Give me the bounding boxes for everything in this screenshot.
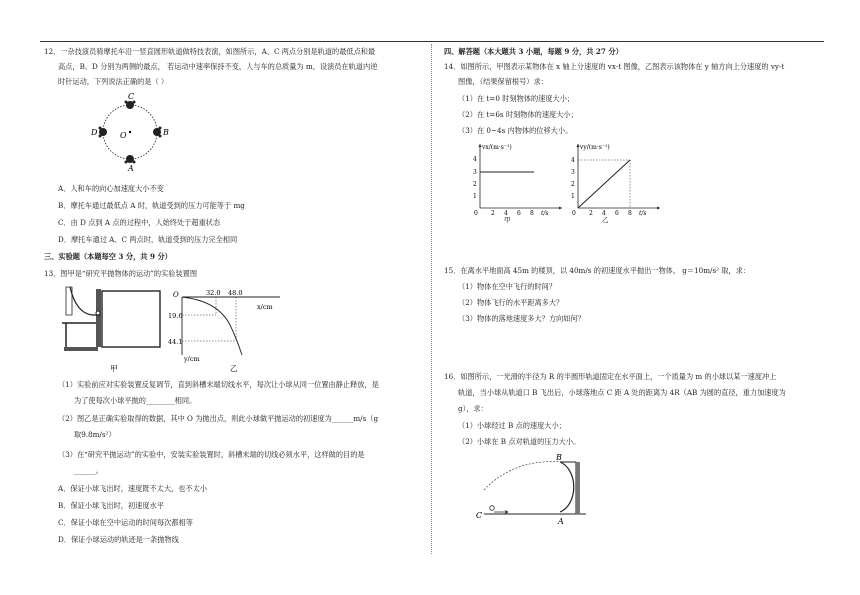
column-divider — [431, 44, 432, 554]
graph1-xtick-6: 6 — [517, 210, 521, 217]
q15-item2: （2）物体飞行的水平距离多大？ — [458, 298, 564, 307]
q13-stem: 13．图甲是“研究平抛物体的运动”的实验装置图 — [44, 269, 198, 278]
q15-item1: （1）物体在空中飞行的时间？ — [458, 282, 557, 291]
q15-item3: （3）物体的落地速度多大？方向如何？ — [458, 314, 585, 323]
label-C: C — [128, 92, 135, 101]
q16-label-B: B — [556, 453, 562, 462]
q12-option-d: D．摩托车通过 A、C 两点时，轨道受到的压力完全相同 — [58, 235, 238, 244]
q16-line1: 16．如图所示，一光滑的半径为 R 的半圆形轨道固定在水平面上，一个质量为 m 的小球以某一速度冲上 — [444, 372, 777, 381]
q13-option-b: B．保证小球飞出时，初速度水平 — [58, 501, 164, 510]
graph2-caption: 乙 — [602, 216, 609, 224]
graph2-ylabel: vy/(m·s⁻¹) — [580, 144, 610, 151]
fig-xaxis: x/cm — [257, 303, 273, 311]
q14-graph-vx — [466, 140, 566, 222]
q12-option-a: A．人和车的向心加速度大小不变 — [58, 184, 164, 193]
graph1-xtick-4: 4 — [504, 210, 508, 217]
graph1-caption: 甲 — [504, 216, 511, 224]
q12-option-b: B．摩托车通过最低点 A 时，轨道受到的压力可能等于 mg — [58, 201, 245, 210]
graph1-origin: 0 — [474, 210, 478, 217]
graph1-xtick-2: 2 — [491, 210, 495, 217]
q14-item2: （2）在 t=6s 时刻物体的速度大小； — [458, 110, 578, 119]
graph1-xlabel: t/s — [541, 210, 549, 217]
fig-x2: 48.0 — [228, 289, 243, 297]
q16-line3: g），求： — [458, 404, 488, 413]
q12-line1: 12．一杂技演员骑摩托车沿一竖直圆形轨道做特技表演，如图所示，A、C 两点分别是轨道的最低点和最 — [44, 47, 376, 56]
q13-part2-line2: 取9.8m/s²） — [74, 430, 116, 439]
q16-label-A: A — [558, 517, 564, 526]
graph1-ylabel: vx/(m·s⁻¹) — [482, 144, 512, 151]
section4-title: 四、解答题（本大题共 3 小题，每题 9 分，共 27 分） — [444, 47, 623, 56]
q13-part3-line2: ______。 — [74, 466, 103, 475]
q12-line2: 高点，B、D 分别为两侧的最点， 若运动中速率保持不变，人与车的总质量为 m，设演员在轨道内逆 — [58, 62, 378, 71]
graph1-ytick-1: 1 — [473, 193, 477, 200]
graph2-ytick-3: 3 — [571, 169, 575, 176]
label-A: A — [128, 164, 134, 173]
q14-item1: （1）在 t=0 时刻物体的速度大小； — [458, 94, 575, 103]
header-rule — [40, 41, 824, 42]
section3-title: 三、实验题（本题每空 3 分，共 9 分） — [44, 252, 172, 261]
fig-yaxis: y/cm — [184, 355, 200, 363]
graph1-ytick-4: 4 — [473, 156, 477, 163]
q14-item3: （3）在 0~4s 内物体的位移大小。 — [458, 126, 573, 135]
graph2-xtick-2: 2 — [589, 210, 593, 217]
q12-option-c: C．由 D 点到 A 点的过程中，人始终处于超重状态 — [58, 218, 221, 227]
fig-origin-O: O — [173, 291, 179, 299]
fig-x1: 32.0 — [206, 289, 221, 297]
q12-loop-figure — [90, 90, 170, 172]
q13-option-c: C．保证小球在空中运动的时间每次都相等 — [58, 518, 193, 527]
q13-option-d: D．保证小球运动的轨迹是一条抛物线 — [58, 535, 179, 544]
q13-apparatus-figure — [62, 285, 172, 375]
graph2-ytick-2: 2 — [571, 181, 575, 188]
fig-y2: 44.1 — [168, 338, 183, 346]
fig-caption-yi: 乙 — [230, 364, 238, 373]
graph2-xtick-6: 6 — [615, 210, 619, 217]
graph2-xtick-4: 4 — [602, 210, 606, 217]
q16-item2: （2）小球在 B 点对轨道的压力大小。 — [458, 437, 581, 446]
q16-semicircle-figure — [474, 452, 594, 530]
q13-part1-line2: 为了使每次小球平抛的________相同。 — [74, 396, 197, 405]
graph1-ytick-2: 2 — [473, 181, 477, 188]
q13-part3-line1: （3）在“研究平抛运动”的实验中，安装实验装置时，斜槽末端的切线必须水平，这样做的目的是 — [58, 450, 365, 459]
graph2-ytick-4: 4 — [571, 157, 575, 164]
q13-part2-line1: （2）图乙是正确实验取得的数据，其中 O 为抛出点，则此小球做平抛运动的初速度为______m/s（g — [58, 414, 379, 423]
q16-label-C: C — [476, 511, 483, 520]
graph2-origin: 0 — [572, 210, 576, 217]
fig-caption-jia: 甲 — [110, 364, 118, 373]
q14-graph-vy — [564, 140, 664, 222]
graph2-ytick-1: 1 — [571, 193, 575, 200]
q12-line3: 时针运动，下列说法正确的是（ ） — [58, 77, 169, 86]
q13-trajectory-figure — [170, 285, 290, 375]
q15-stem: 15．在离水平地面高 45m 的楼顶，以 40m/s 的初速度水平抛出一物体， g＝10m/s² 取，求： — [444, 266, 751, 275]
graph1-ytick-3: 3 — [473, 169, 477, 176]
label-B: B — [163, 128, 169, 137]
q16-line2: 轨道，当小球从轨道口 B 飞出后，小球落地点 C 距 A 处的距离为 4R（AB 为圆的直径，重力加速度为 — [458, 388, 786, 397]
graph2-xlabel: t/s — [639, 210, 647, 217]
q13-option-a: A．保证小球飞出时，速度既不太大，也不太小 — [58, 484, 207, 493]
label-D: D — [91, 128, 98, 137]
graph2-xtick-8: 8 — [628, 210, 632, 217]
fig-y1: 19.6 — [168, 312, 183, 320]
graph1-xtick-8: 8 — [530, 210, 534, 217]
q16-item1: （1）小球经过 B 点的速度大小； — [458, 421, 566, 430]
label-O: O — [120, 131, 127, 140]
q14-line1: 14．如图所示，甲图表示某物体在 x 轴上分速度的 vx-t 图像，乙图表示该物体在 y 轴方向上分速度的 vy-t — [444, 62, 785, 71]
q14-line2: 图像，（结果保留根号）求： — [458, 77, 548, 86]
q13-part1-line1: （1）实验前应对实验装置反复调节，直到斜槽末端切线水平，每次让小球从同一位置由静止释放，是 — [58, 380, 379, 389]
